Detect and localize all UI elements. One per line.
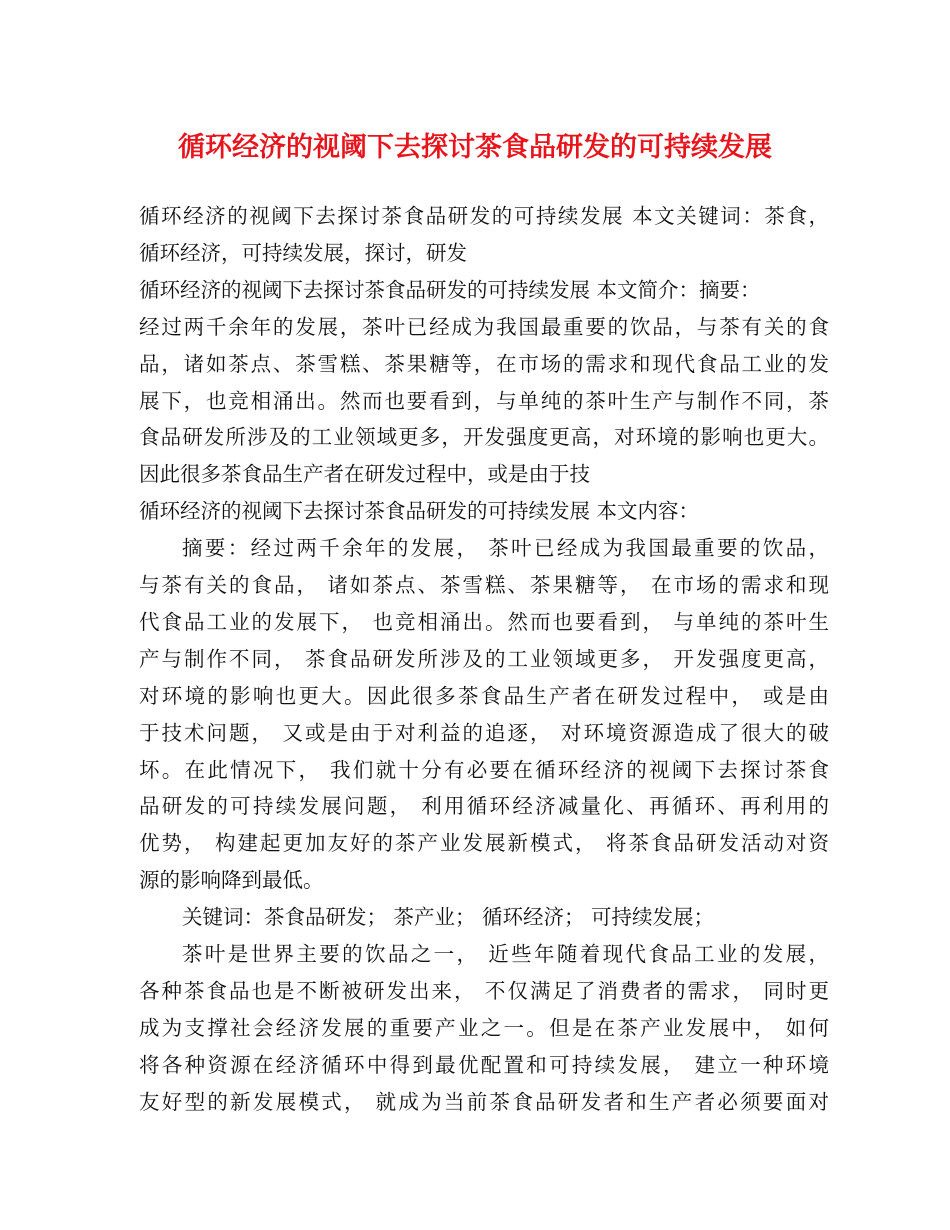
body-line: 循环经济，可持续发展，探讨，研发 bbox=[139, 241, 467, 265]
body-line: 将各种资源在经济循环中得到最优配置和可持续发展， 建立一种环境 bbox=[139, 1053, 829, 1077]
body-line: 茶叶是世界主要的饮品之一， 近些年随着现代食品工业的发展， bbox=[182, 942, 829, 966]
body-line: 因此很多茶食品生产者在研发过程中，或是由于技 bbox=[139, 462, 590, 486]
body-line: 循环经济的视阈下去探讨茶食品研发的可持续发展 本文关键词：茶食， bbox=[139, 204, 829, 228]
body-line: 关键词：茶食品研发； 茶产业； 循环经济； 可持续发展； bbox=[182, 905, 715, 929]
body-line: 品，诸如茶点、茶雪糕、茶果糖等，在市场的需求和现代食品工业的发 bbox=[139, 352, 829, 376]
body-line: 各种茶食品也是不断被研发出来， 不仅满足了消费者的需求， 同时更 bbox=[139, 979, 829, 1003]
body-line: 循环经济的视阈下去探讨茶食品研发的可持续发展 本文简介：摘要： bbox=[139, 278, 761, 302]
body-line: 代食品工业的发展下， 也竞相涌出。然而也要看到， 与单纯的茶叶生 bbox=[139, 610, 829, 634]
body-line: 品研发的可持续发展问题， 利用循环经济减量化、再循环、再利用的 bbox=[139, 794, 829, 818]
body-line: 食品研发所涉及的工业领域更多，开发强度更高，对环境的影响也更大。 bbox=[139, 425, 829, 449]
body-line: 产与制作不同， 茶食品研发所涉及的工业领域更多， 开发强度更高， bbox=[139, 647, 829, 671]
body-line: 摘要：经过两千余年的发展， 茶叶已经成为我国最重要的饮品， bbox=[182, 536, 829, 560]
body-line: 与茶有关的食品， 诸如茶点、茶雪糕、茶果糖等， 在市场的需求和现 bbox=[139, 573, 829, 597]
body-line: 对环境的影响也更大。因此很多茶食品生产者在研发过程中， 或是由 bbox=[139, 684, 829, 708]
body-line: 优势， 构建起更加友好的茶产业发展新模式， 将茶食品研发活动对资 bbox=[139, 831, 829, 855]
body-line: 坏。在此情况下， 我们就十分有必要在循环经济的视阈下去探讨茶食 bbox=[139, 758, 829, 782]
body-line: 循环经济的视阈下去探讨茶食品研发的可持续发展 本文内容： bbox=[139, 499, 700, 523]
body-line: 经过两千余年的发展，茶叶已经成为我国最重要的饮品，与茶有关的食 bbox=[139, 315, 829, 339]
document-title: 循环经济的视阈下去探讨茶食品研发的可持续发展 bbox=[178, 132, 772, 163]
body-line: 于技术问题， 又或是由于对利益的追逐， 对环境资源造成了很大的破 bbox=[139, 721, 829, 745]
body-line: 成为支撑社会经济发展的重要产业之一。但是在茶产业发展中， 如何 bbox=[139, 1016, 829, 1040]
body-line: 友好型的新发展模式， 就成为当前茶食品研发者和生产者必须要面对 bbox=[139, 1090, 829, 1114]
body-line: 展下，也竞相涌出。然而也要看到，与单纯的茶叶生产与制作不同，茶 bbox=[139, 389, 829, 413]
body-line: 源的影响降到最低。 bbox=[139, 868, 324, 892]
